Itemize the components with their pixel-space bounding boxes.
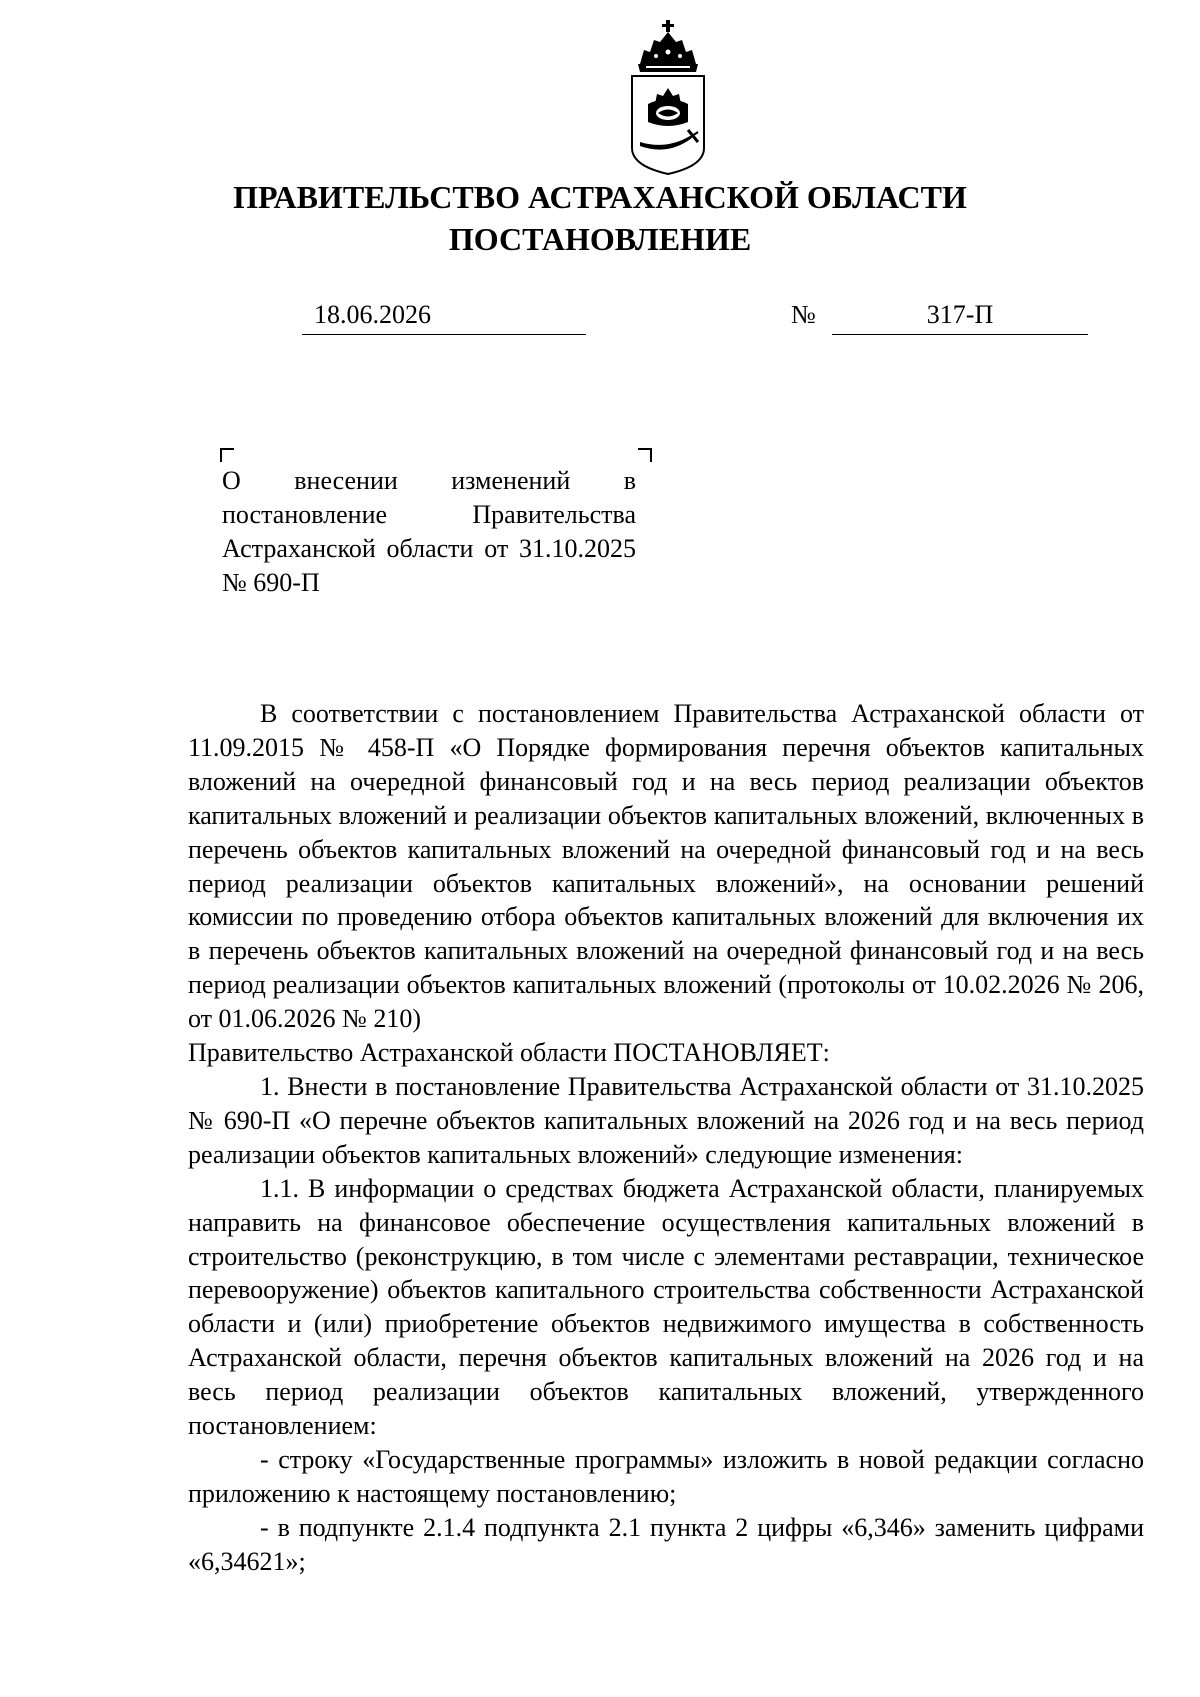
dash-item-1: - строку «Государственные программы» изложить в новой редакции согласно приложению к настоящему постановлению;	[188, 1444, 1144, 1508]
document-date: 18.06.2026	[314, 300, 431, 329]
subject-corner-left	[220, 448, 234, 462]
document-type-title: ПОСТАНОВЛЕНИЕ	[448, 221, 752, 257]
dash-item-2: - в подпункте 2.1.4 подпункта 2.1 пункта 2 цифры «6,346» заменить цифрами «6,34621»;	[188, 1512, 1144, 1576]
document-subject: О внесении изменений в постановление Правительства Астраханской области от 31.10.2025 № 690-П	[222, 466, 636, 597]
government-title: ПРАВИТЕЛЬСТВО АСТРАХАНСКОЙ ОБЛАСТИ	[233, 179, 967, 215]
number-field	[832, 300, 1088, 335]
coat-of-arms-icon	[626, 18, 710, 176]
document-body	[188, 697, 1144, 1579]
date-field	[302, 300, 586, 335]
number-sign: №	[791, 300, 816, 329]
item-1-paragraph: 1. Внести в постановление Правительства Астраханской области от 31.10.2025 № 690-П «О перечне объектов капитальных вложений на 2026 год и на весь период реализации объектов капитальных вложений» следующие изменения:	[188, 1071, 1144, 1169]
document-number: 317-П	[926, 300, 994, 329]
subject-corner-right	[638, 448, 652, 462]
preamble-paragraph: В соответствии с постановлением Правительства Астраханской области от 11.09.2015 № 458-П «О Порядке формирования перечня объектов капитальных вложений на очередной финансовый год и на весь период реализации объектов капитальных вложений и реализации объектов капитальных вложений, включенных в перечень объектов капитальных вложений на очередной финансовый год и на весь период реализации объектов капитальных вложений», на основании решений комиссии по проведению отбора объектов капитальных вложений для включения их в перечень объектов капитальных вложений на очередной финансовый год и на весь период реализации объектов капитальных вложений (протоколы от 10.02.2026 № 206, от 01.06.2026 № 210)	[188, 699, 1144, 1034]
item-1-1-paragraph: 1.1. В информации о средствах бюджета Астраханской области, планируемых направить на финансовое обеспечение осуществления капитальных вложений в строительство (реконструкцию, в том числе с элементами реставрации, техническое перевооружение) объектов капитального строительства собственности Астраханской области и (или) приобретение объектов недвижимого имущества в собственность Астраханской области, перечня объектов капитальных вложений на 2026 год и на весь период реализации объектов капитальных вложений, утвержденного постановлением:	[188, 1173, 1144, 1441]
resolves-paragraph: Правительство Астраханской области ПОСТАНОВЛЯЕТ:	[188, 1038, 830, 1068]
